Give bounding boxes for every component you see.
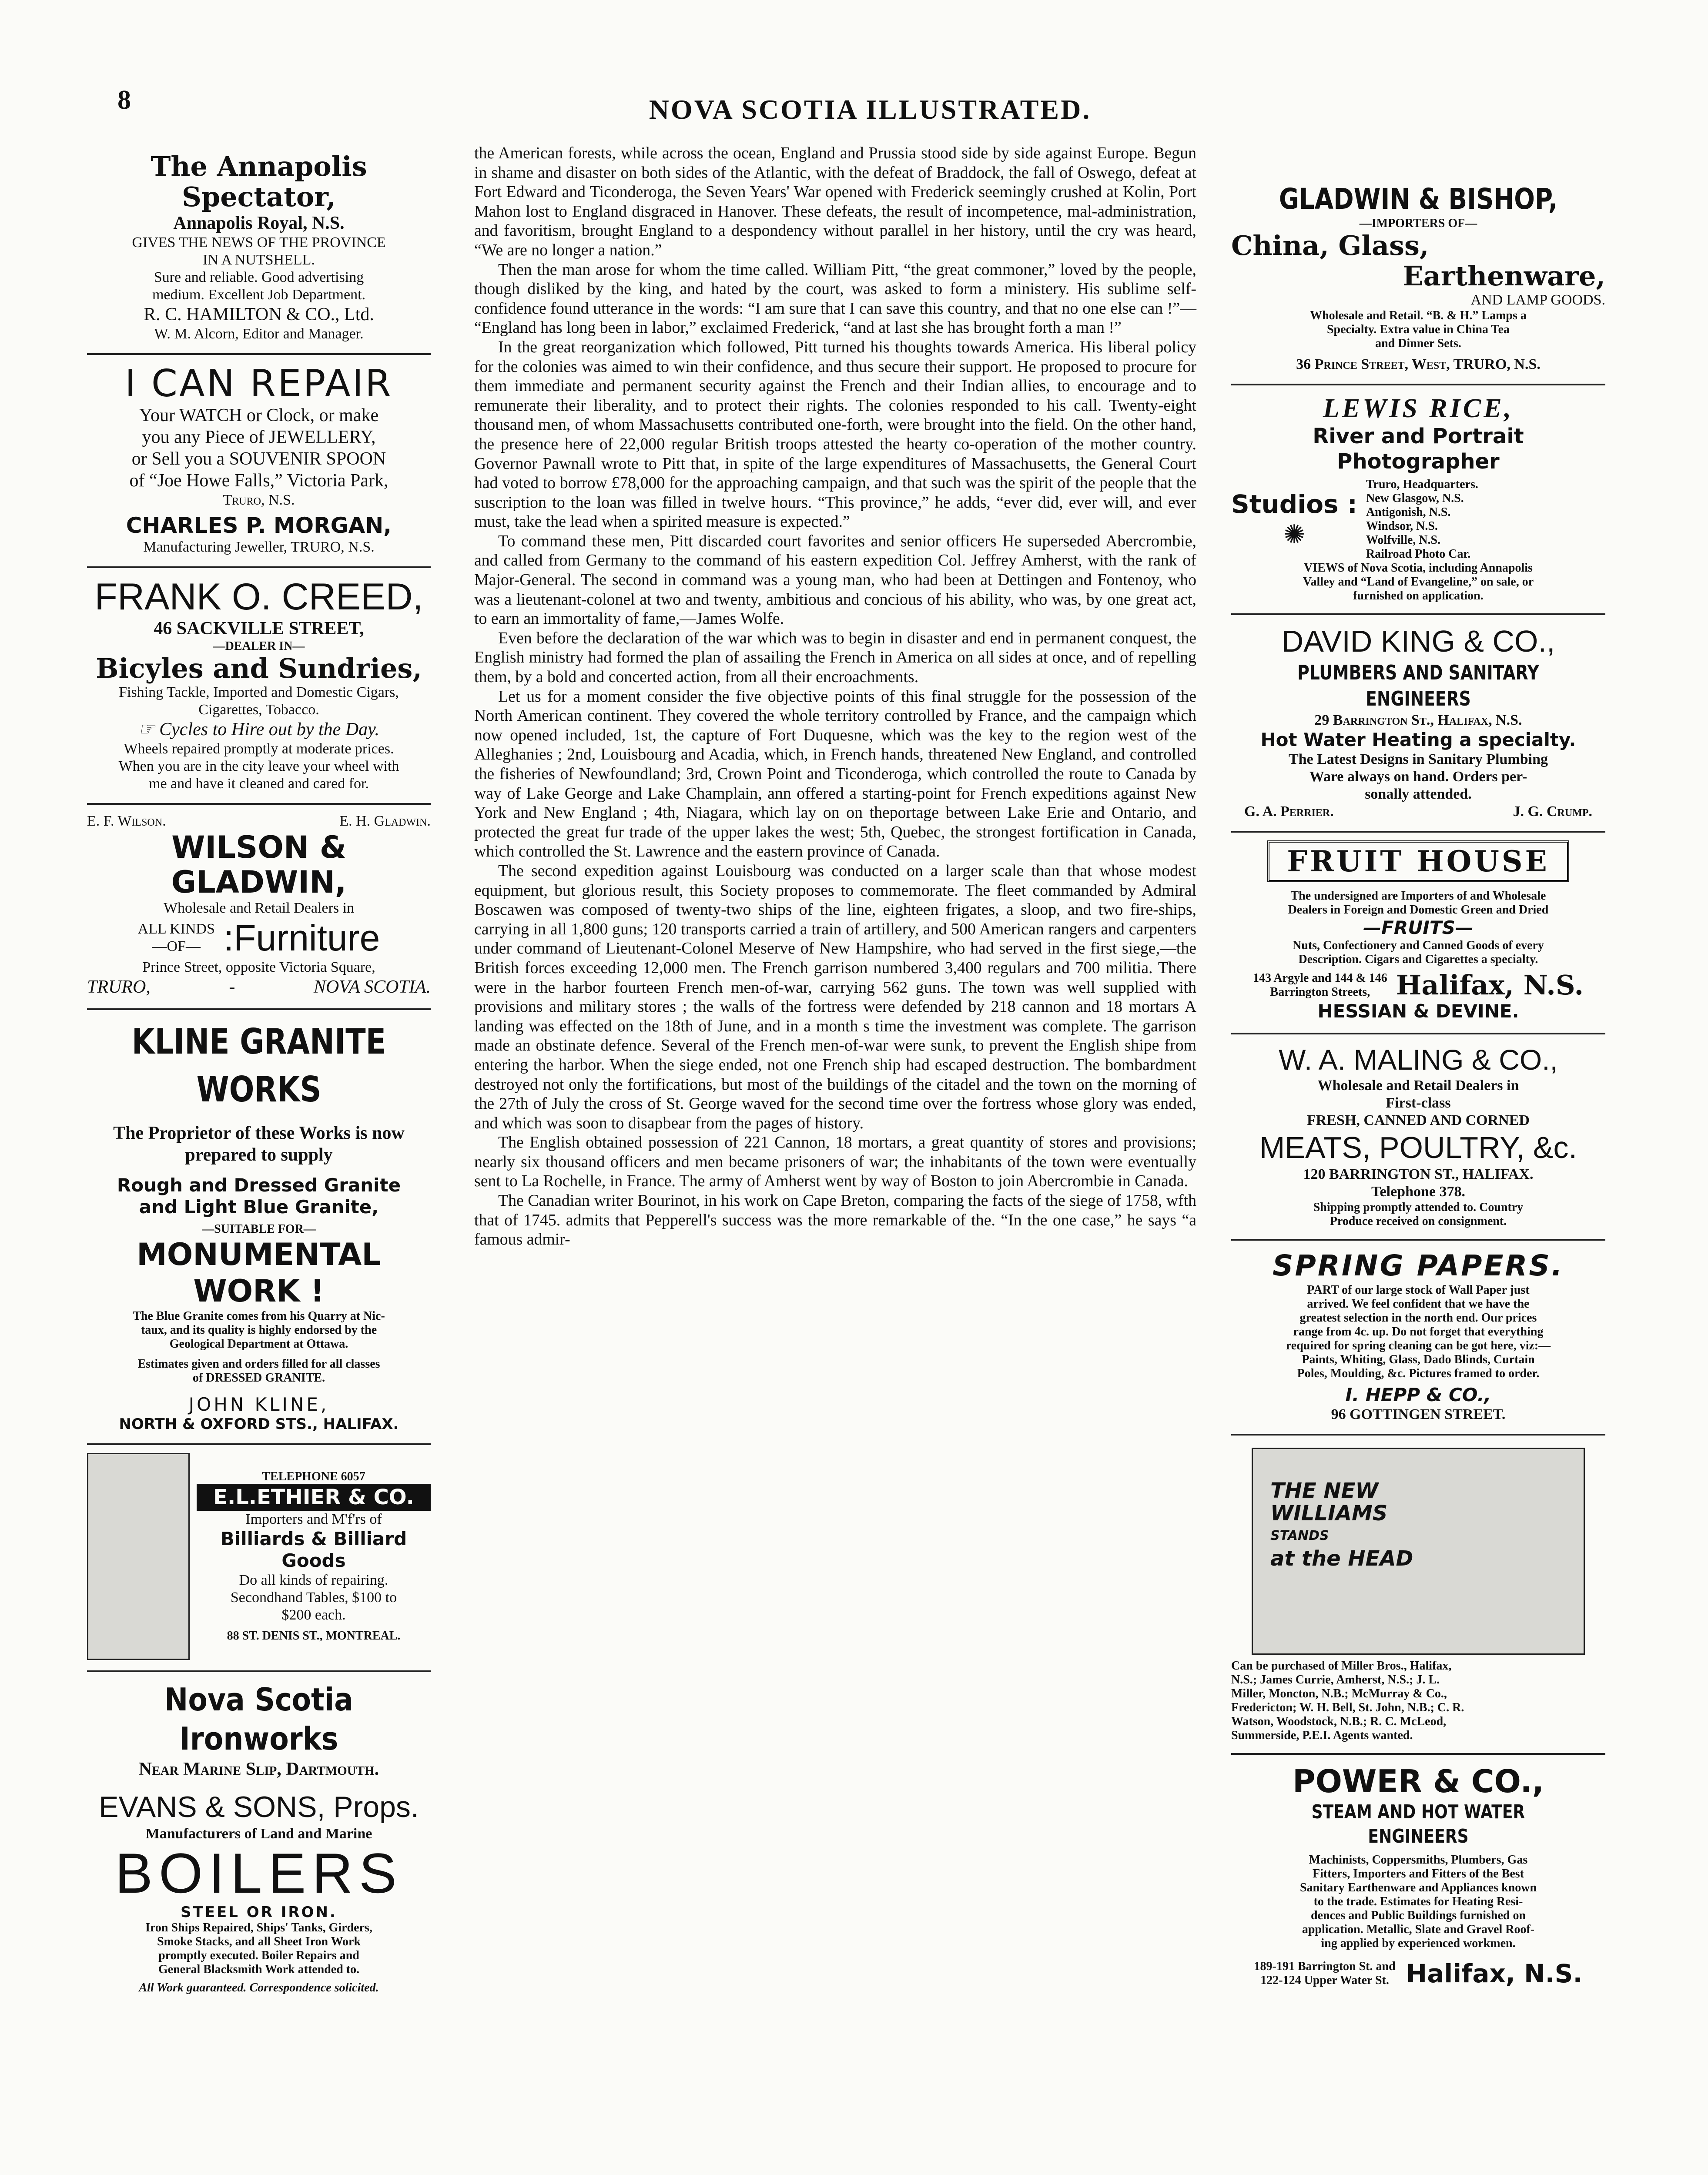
ad-line: Can be purchased of Miller Bros., Halifax, (1231, 1659, 1452, 1673)
ad-line: me and have it cleaned and cared for. (149, 776, 369, 792)
ad-line: The Latest Designs in Sanitary Plumbing (1288, 751, 1548, 767)
ad-address-row (1231, 970, 1605, 1000)
ad-line: The Proprietor of these Works is now (113, 1123, 405, 1143)
pointing-hand-icon: ☞ (138, 719, 160, 740)
ad-location: Windsor, N.S. (1366, 519, 1438, 533)
ad-goods: Bicyles and Sundries, (96, 652, 422, 684)
ad-line: Secondhand Tables, $100 to (230, 1589, 397, 1606)
ad-new-williams (1231, 1436, 1605, 1755)
ad-editor: W. M. Alcorn, Editor and Manager. (154, 326, 364, 342)
brand-line: at the HEAD (1270, 1546, 1413, 1571)
ad-line: PART of our large stock of Wall Paper just (1307, 1283, 1530, 1297)
ad-line: Billiards & Billiard Goods (220, 1528, 407, 1571)
ad-address: 46 SACKVILLE STREET, (154, 619, 364, 639)
ad-power-co (1231, 1755, 1605, 1999)
right-ads-column (1231, 174, 1605, 1999)
ad-line: greatest selection in the north end. Our prices (1299, 1311, 1537, 1325)
ad-annapolis-spectator (87, 144, 431, 355)
ad-line: Specialty. Extra value in China Tea (1326, 323, 1510, 336)
ad-title: POWER & CO., (1292, 1763, 1544, 1800)
ad-fruits: —FRUITS— (1363, 917, 1474, 938)
ad-importers: —IMPORTERS OF— (1359, 217, 1477, 230)
ad-line: promptly executed. Boiler Repairs and (158, 1949, 359, 1962)
ad-line: Valley and “Land of Evangeline,” on sale, or (1303, 575, 1534, 589)
ad-title: Nova Scotia Ironworks (164, 1681, 353, 1757)
ad-line: First-class (1386, 1095, 1451, 1111)
ad-line: of DRESSED GRANITE. (192, 1371, 325, 1385)
ad-line: 189-191 Barrington St. and (1254, 1960, 1396, 1973)
ad-place: Near Marine Slip, Dartmouth. (138, 1759, 379, 1779)
ad-line: $200 each. (281, 1607, 346, 1623)
ad-maling (1231, 1034, 1605, 1241)
ad-line: Produce received on consignment. (1330, 1215, 1507, 1228)
ad-address: Prince Street, opposite Victoria Square, (142, 959, 375, 975)
ad-line: Barrington Streets, (1270, 985, 1370, 999)
ad-address: NORTH & OXFORD STS., HALIFAX. (119, 1415, 399, 1433)
ad-line: of “Joe Howe Falls,” Victoria Park, (129, 471, 388, 491)
ad-address: 88 ST. DENIS ST., MONTREAL. (227, 1629, 401, 1643)
billiard-player-illustration (87, 1453, 190, 1660)
ad-name: CHARLES P. MORGAN, (126, 513, 392, 538)
article-paragraph: To command these men, Pitt discarded court favorites and senior officers He superseded Abercrombie, and called from Germany to the command of his eastern expedition Col. Jeffrey Amherst, with the rank of Major-General. The second in command was a young man, who had been at Dettingen and Fontenoy, who was a lieutenant-colonel at two and twenty, ambitious and concious of his ability, who was, by one great act, to earn an immortality of fame,—James Wolfe. (474, 532, 1196, 628)
article-paragraph: The Canadian writer Bourinot, in his work on Cape Breton, comparing the facts of the siege of 1758, wfth that of 1745. admits that Pepperell's success was the more remarkable of the. “In the one case,” he says “a famous admir- (474, 1191, 1196, 1249)
ad-location: Truro, Headquarters. (1366, 478, 1478, 491)
ad-line: taux, and its quality is highly endorsed by the (141, 1323, 377, 1337)
ad-town: TRURO, (87, 977, 151, 997)
ad-line: GIVES THE NEWS OF THE PROVINCE (132, 234, 386, 251)
ad-address: 36 Prince Street, West, TRURO, N.S. (1296, 356, 1541, 372)
ad-morgan-jeweller (87, 355, 431, 568)
ad-city: Halifax, N.S. (1396, 969, 1584, 1001)
ad-title: DAVID KING & CO., (1281, 624, 1555, 658)
ad-line: IN A NUTSHELL. (203, 252, 315, 268)
ad-subtitle: River and Portrait Photographer (1313, 424, 1524, 474)
ad-line: Watson, Woodstock, N.B.; R. C. McLeod, (1231, 1715, 1447, 1728)
sewing-machine-illustration (1252, 1448, 1585, 1655)
ad-line: Cigarettes, Tobacco. (198, 702, 319, 718)
ad-line: prepared to supply (185, 1145, 333, 1165)
ad-line: Do all kinds of repairing. (239, 1572, 388, 1588)
ad-kinds: ALL KINDS (137, 921, 215, 937)
ad-line: All Work guaranteed. Correspondence solicited. (139, 1981, 379, 1994)
ad-line: N.S.; James Currie, Amherst, N.S.; J. L. (1231, 1673, 1440, 1686)
ad-frank-creed (87, 568, 431, 805)
article-paragraph: In the great reorganization which followed, Pitt turned his thoughts towards America. His liberal policy for the colonies was aimed to win their confidence, and thus secure their support. He proposed to procure for them immediate and permanent security against the French and their Indian allies, to encourage and to remunerate their liberality, and to protect their rights. The colonies responded to his call. Twenty-eight thousand men, of whom Massachusetts contributed one-forth, were brought into the field. On the other hand, the presence here of 22,000 regular British troops attested the hearty co-operation of the mother country. Governor Pawnall wrote to Pitt that, in spite of the large expenditures of Massachusetts, the General Court had voted to borrow £78,000 for the approaching campaign, and that such was the spirit of the people that the suscription to the loan was filled in twelve hours. “This province,” he adds, “ever did, ever will, and ever must, take the lead when a spirited measure is expected.” (474, 338, 1196, 531)
ad-furniture-row (87, 917, 431, 959)
ad-line: Poles, Moulding, &c. Pictures framed to order. (1297, 1367, 1540, 1380)
ad-line: Paints, Whiting, Glass, Dado Blinds, Curtain (1302, 1353, 1535, 1366)
ad-line: VIEWS of Nova Scotia, including Annapolis (1304, 561, 1533, 575)
ad-kline-granite (87, 1010, 431, 1445)
ad-line: and Light Blue Granite, (139, 1196, 379, 1218)
ad-work: MONUMENTAL WORK ! (137, 1237, 381, 1309)
ad-line: AND LAMP GOODS. (1470, 292, 1605, 308)
ad-line: furnished on application. (1353, 589, 1484, 602)
ad-gladwin-bishop (1231, 174, 1605, 385)
ad-line: and Dinner Sets. (1375, 337, 1461, 350)
ad-line: FRESH, CANNED AND CORNED (1307, 1112, 1530, 1128)
ad-province: NOVA SCOTIA. (313, 977, 431, 997)
ad-line: application. Metallic, Slate and Gravel Roof- (1302, 1923, 1535, 1936)
ad-line: medium. Excellent Job Department. (152, 287, 366, 303)
ad-line: Ware always on hand. Orders per- (1309, 769, 1527, 785)
ad-address: 96 GOTTINGEN STREET. (1331, 1406, 1506, 1422)
ad-line: Sure and reliable. Good advertising (154, 269, 364, 285)
ad-address-block (1253, 971, 1387, 999)
ad-name: I. HEPP & CO., (1345, 1384, 1491, 1405)
ad-line: Description. Cigars and Cigarettes a specialty. (1298, 953, 1538, 966)
ad-location: New Glasgow, N.S. (1366, 492, 1464, 505)
article-paragraph: Then the man arose for whom the time called. William Pitt, “the great commoner,” loved by the people, though disliked by the king, and hated by the court, was asked to form a ministery. His sublime self-confidence found utterance in the words: “I am sure that I can save this country, and that no one else can !”— “England has long been in labor,” exclaimed Frederick, “and at last she has brought forth a man !” (474, 260, 1196, 337)
ad-title: GLADWIN & BISHOP, (1279, 182, 1558, 216)
ad-address: 120 BARRINGTON ST., HALIFAX. (1303, 1166, 1534, 1182)
page-number: 8 (117, 85, 131, 115)
ad-line: Your WATCH or Clock, or make (139, 405, 379, 425)
ad-hire: Cycles to Hire out by the Day. (159, 719, 379, 740)
ad-line: required for spring cleaning can be got here, viz:— (1286, 1339, 1551, 1352)
ad-telephone: TELEPHONE 6057 (262, 1470, 365, 1483)
ad-location: Wolfville, N.S. (1366, 533, 1441, 547)
ad-name-left: E. F. Wilson. (87, 813, 166, 829)
ad-title: SPRING PAPERS. (1273, 1249, 1564, 1282)
ad-lewis-rice (1231, 385, 1605, 615)
ad-line: Manufacturers of Land and Marine (145, 1826, 372, 1842)
ad-address: 29 Barrington St., Halifax, N.S. (1314, 712, 1522, 728)
ad-fruit-house (1231, 833, 1605, 1034)
ad-kinds-block (138, 920, 215, 955)
ad-name-right: E. H. Gladwin. (339, 813, 431, 829)
ad-title: W. A. MALING & CO., (1279, 1044, 1558, 1076)
ad-spring-papers (1231, 1241, 1605, 1436)
ad-studios-row (1231, 478, 1605, 561)
ad-line: Hot Water Heating a specialty. (1260, 729, 1576, 750)
ad-line: Wholesale and Retail Dealers in (163, 900, 355, 916)
ad-line: Estimates given and orders filled for all classes (137, 1357, 380, 1371)
ad-line: Earthenware, (1403, 260, 1605, 292)
brand-line: WILLIAMS (1270, 1501, 1388, 1526)
ad-product: MEATS, POULTRY, &c. (1259, 1131, 1577, 1164)
page-header-title: NOVA SCOTIA ILLUSTRATED. (649, 94, 1092, 125)
ad-line: China, Glass, (1231, 230, 1429, 261)
brand-line: THE NEW (1270, 1479, 1379, 1503)
ad-line: When you are in the city leave your wheel with (118, 758, 399, 774)
article-paragraph: The second expedition against Louisbourg was conducted on a larger scale than that whose modest equipment, but glorious result, this Society proposes to commemorate. The fleet commanded by Admiral Boscawen was composed of twenty-two ships of the line, eighteen frigates, a sloop, and two fire-ships, carrying in all 1,800 guns; 120 transports carried a train of artillery, and 500 American rangers and carpenters under command of Lieutenant-Colonel Meserve of New Hampshire, who had served in the first siege,—the British forces exceeding 12,000 men. The French garrison numbered 3,400 regulars and 700 militia. There were in the harbor fourteen French men-of-war, carrying 562 guns. The town was well supplied with provisions and military stores ; the walls of the fortress were defended by 218 cannon and 18 mortars A landing was effected on the 18th of June, and in a month s time the investment was complete. The garrison made an obstinate defence. Several of the French men-of-war were sunk, to prevent the English shipe from entering the harbor. When the siege ended, not one French ship had escaped destruction. The bombardment destroyed not only the fortifications, but most of the buildings of the citadel and the town on the morning of the 27th of July the cross of St. George waved for the second time over the fortress whose glory was ended, and which was soon to disapbear from the pages of history. (474, 861, 1196, 1132)
ad-place: Annapolis Royal, N.S. (173, 213, 345, 233)
ad-title: The Annapolis Spectator, (151, 151, 367, 213)
ad-product-text: Furniture (234, 917, 380, 958)
ad-line: range from 4c. up. Do not forget that everything (1293, 1325, 1544, 1338)
ad-wilson-gladwin (87, 805, 431, 1010)
ad-line: sonally attended. (1365, 786, 1472, 802)
ad-of: —OF— (152, 938, 201, 954)
ad-dash: - (229, 977, 235, 997)
ad-location: Antigonish, N.S. (1366, 505, 1451, 519)
ad-line: Machinists, Coppersmiths, Plumbers, Gas (1309, 1853, 1528, 1867)
ad-heading: I CAN REPAIR (125, 362, 393, 405)
ad-line: arrived. We feel confident that we have the (1307, 1297, 1530, 1311)
ad-title: FRANK O. CREED, (94, 576, 423, 618)
ad-ethier-billiards (87, 1445, 431, 1672)
article-paragraph: Even before the declaration of the war which was to begin in disaster and end in permanent conquest, the English ministry had formed the plan of assailing the French in America on all sides at once, and of repelling them, by a bold and concerted action, from all their encroachments. (474, 629, 1196, 686)
left-ads-column (87, 144, 431, 2005)
ad-line: Truro, N.S. (223, 492, 295, 508)
article-paragraph: the American forests, while across the ocean, England and Prussia stood side by side against Europe. Begun in shame and disaster on both sides of the Atlantic, with the defeat of Braddock, the fall of Oswego, defeat at Fort Edward and Ticonderoga, the Seven Years' War opened with Frederick seemingly crushed at Kolin, Port Mahon lost to England disgraced in Hanover. These defeats, the result of incompetence, mal-administration, and favoritism, brought England to a despondency without parallel in her history, until the cry was heard, “We are no longer a nation.” (474, 144, 1196, 259)
ad-line: Nuts, Confectionery and Canned Goods of every (1293, 939, 1544, 952)
ad-line: The Blue Granite comes from his Quarry at Nic- (133, 1309, 385, 1323)
article-paragraph: Let us for a moment consider the five objective points of this final struggle for the possession of the North American continent. They covered the whole territory controlled by France, and the campaign which now opened included, 1st, the capture of Fort Duquesne, which was the key to the region west of the Alleghanies ; 2nd, Louisbourg and Acadia, which, in French hands, threatened New England, and controlled the fisheries of Newfoundland; 3rd, Crown Point and Ticonderoga, which controlled the route to Canada by way of Lake George and Lake Champlain, ann offered a starting-point for French expeditions against New York and New England ; 4th, Niagara, which lay on on theportage between Lake Erie and Ontario, and protected the great fur trade of the upper lakes the west; 5th, Quebec, the strongest fortification in Canada, which controlled the St. Lawrence and the eastern province of Canada. (474, 687, 1196, 861)
ad-hire-line (87, 719, 431, 740)
ad-line: Iron Ships Repaired, Ships' Tanks, Girders, (145, 1921, 372, 1934)
ad-line: 122-124 Upper Water St. (1260, 1974, 1389, 1987)
ad-product: :Furniture (223, 917, 380, 958)
ad-nova-scotia-ironworks (87, 1672, 431, 2005)
ad-line: ing applied by experienced workmen. (1321, 1937, 1516, 1950)
ad-line: or Sell you a SOUVENIR SPOON (131, 449, 386, 469)
ad-subtitle: PLUMBERS AND SANITARY ENGINEERS (1297, 661, 1539, 710)
ad-title: WILSON & GLADWIN, (171, 830, 347, 900)
ad-names: HESSIAN & DEVINE. (1317, 1000, 1519, 1022)
brand-line: STANDS (1270, 1528, 1329, 1543)
ad-line: 143 Argyle and 144 & 146 (1253, 971, 1387, 985)
article-paragraph: The English obtained possession of 221 Cannon, 18 mortars, a great quantity of stores and provisions; nearly six thousand officers and men became prisoners of war; the inhabitants of the town were eventually sent to La Rochelle, in France. The army of Amherst went by way of Boston to join Abercrombie in Canada. (474, 1133, 1196, 1191)
ad-trade: Manufacturing Jeweller, TRURO, N.S. (143, 539, 375, 555)
ad-line: Wholesale and Retail. “B. & H.” Lamps a (1310, 309, 1527, 322)
ad-publisher: R. C. HAMILTON & CO., Ltd. (144, 304, 374, 325)
ad-line: Fitters, Importers and Fitters of the Best (1313, 1867, 1524, 1881)
ad-address-block (1254, 1960, 1396, 1988)
ad-line: Fredericton; W. H. Bell, St. John, N.B.; C. R. (1231, 1701, 1464, 1714)
ad-dealer: —DEALER IN— (213, 639, 305, 653)
ad-town-row (87, 976, 431, 998)
ad-line: dences and Public Buildings furnished on (1310, 1909, 1526, 1922)
ad-subtitle: STEAM AND HOT WATER ENGINEERS (1311, 1801, 1525, 1847)
ad-studios-block (1231, 489, 1357, 550)
ad-david-king (1231, 615, 1605, 833)
ad-title: KLINE GRANITE WORKS (131, 1021, 386, 1110)
ad-name: G. A. Perrier. (1244, 803, 1334, 820)
ad-title: LEWIS RICE, (1323, 394, 1514, 423)
ad-name: J. G. Crump. (1513, 803, 1592, 820)
ad-props: EVANS & SONS, Props. (99, 1790, 419, 1824)
ad-line: Sanitary Earthenware and Appliances known (1299, 1881, 1537, 1894)
ad-locations (1366, 478, 1478, 561)
ad-line: Importers and M'f'rs of (245, 1511, 382, 1527)
ad-line: Smoke Stacks, and all Sheet Iron Work (157, 1935, 361, 1948)
williams-brand (1270, 1479, 1413, 1570)
ad-line: Rough and Dressed Granite (117, 1174, 401, 1196)
ad-line: General Blacksmith Work attended to. (158, 1963, 360, 1976)
ad-line: Dealers in Foreign and Domestic Green and Dried (1288, 903, 1549, 917)
ad-location: Railroad Photo Car. (1366, 547, 1471, 561)
ad-line: Miller, Moncton, N.B.; McMurray & Co., (1231, 1687, 1447, 1700)
ad-name: JOHN KLINE, (188, 1394, 329, 1415)
ad-line: Shipping promptly attended to. Country (1313, 1201, 1524, 1214)
article-column (474, 144, 1196, 1249)
ad-studios: Studios : (1231, 489, 1357, 519)
ad-line: The undersigned are Importers of and Wholesale (1290, 889, 1546, 903)
ad-line: Summerside, P.E.I. Agents wanted. (1231, 1729, 1413, 1742)
ad-line: you any Piece of JEWELLERY, (142, 427, 376, 447)
ad-telephone: Telephone 378. (1371, 1184, 1465, 1200)
ad-address-row (1231, 1958, 1605, 1989)
ad-line: to the trade. Estimates for Heating Resi- (1313, 1895, 1523, 1908)
ad-title: E.L.ETHIER & CO. (197, 1484, 431, 1511)
ad-product: BOILERS (115, 1841, 403, 1905)
ad-material: STEEL OR IRON. (181, 1904, 337, 1921)
ad-names-row (87, 813, 431, 830)
ad-line: Fishing Tackle, Imported and Domestic Cigars, (119, 684, 399, 700)
ad-city: Halifax, N.S. (1406, 1959, 1583, 1988)
sunburst-icon: ✺ (1283, 520, 1306, 549)
ad-suitable: —SUITABLE FOR— (202, 1222, 316, 1236)
ad-ethier-text (197, 1470, 431, 1643)
ad-names-row (1231, 803, 1605, 820)
ad-line: Wheels repaired promptly at moderate prices. (124, 741, 394, 757)
ad-line: Wholesale and Retail Dealers in (1317, 1077, 1519, 1094)
ad-line: Geological Department at Ottawa. (169, 1337, 348, 1351)
ad-title: FRUIT HOUSE (1267, 840, 1569, 882)
